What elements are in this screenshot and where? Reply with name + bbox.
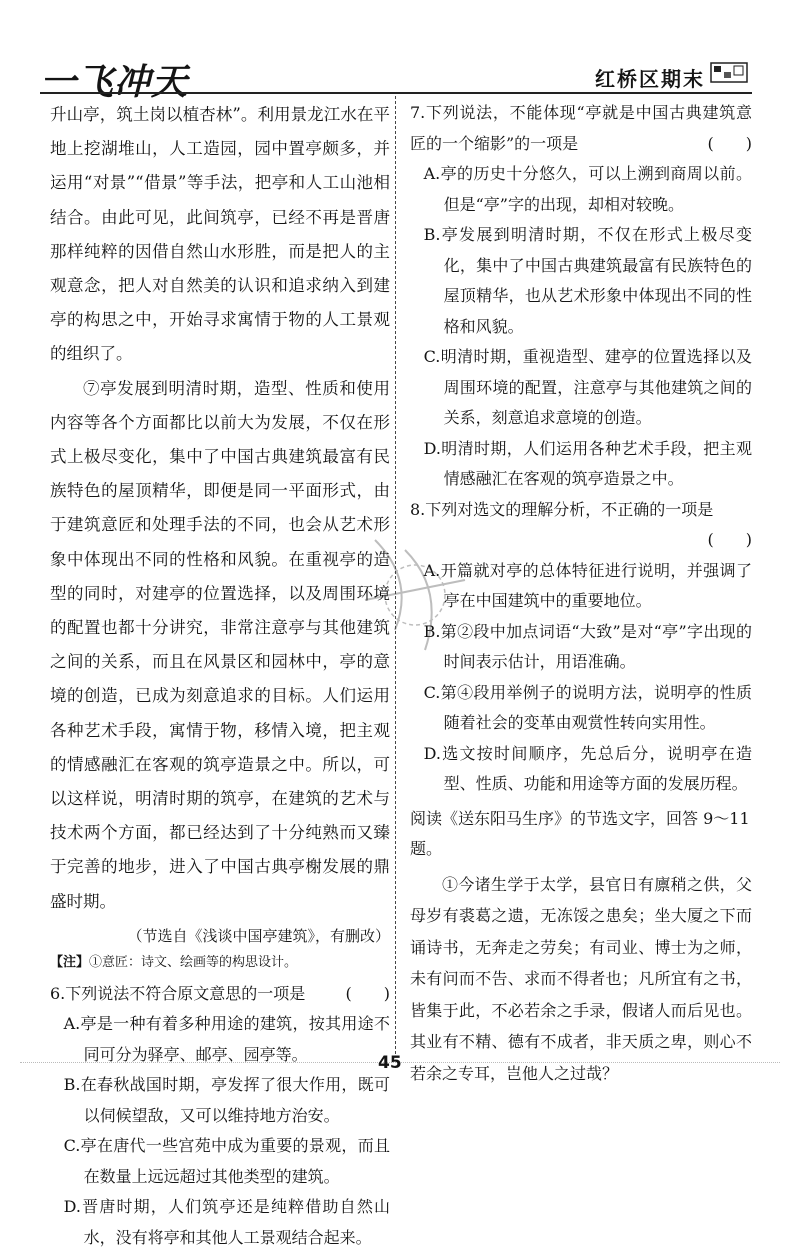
question-7-option-d: D.明清时期，人们运用各种艺术手段，把主观情感融汇在客观的筑亭造景之中。: [423, 438, 752, 488]
answer-bracket: ( ): [707, 530, 752, 549]
left-column: [50, 98, 390, 1253]
question-8-option-b: B.第②段中加点词语“大致”是对“亭”字出现的时间表示估计，用语准确。: [423, 621, 752, 671]
watermark-stamp-icon: [355, 520, 475, 670]
article-paragraph-7: ⑦亭发展到明清时期，造型、性质和使用内容等各个方面都比以前大为发展，不仅在形式上极尽变化，集中了中国古典建筑最富有民族特色的屋顶精华，即便是同一平面形式，由于建筑意匠和处理手法的不同，也会从艺术形象中体现出不同的性格和风貌。在重视亭的造型的同时，对建亭的位置选择，以及周围环境的配置也都十分讲究，非常注意亭与其他建筑之间的关系，而且在风景区和园林中，亭的意境的创造，已成为刻意追求的目标。人们运用各种艺术手段，寓情于物，移情入境，把主观的情感融汇在客观的筑亭造景之中。所以，可以这样说，明清时期的筑亭，在建筑的艺术与技术两个方面，都已经达到了十分纯熟而又臻于完善的地步，进入了中国古典亭榭发展的鼎盛时期。: [50, 378, 390, 911]
question-7-option-a: A.亭的历史十分悠久，可以上溯到商周以前。但是“亭”字的出现，却相对较晚。: [423, 164, 752, 214]
footnote-text: ①意匠：诗文、绘画等的构思设计。: [89, 954, 298, 970]
footnote-label: 【注】: [50, 954, 90, 970]
question-7-stem: 7.下列说法，不能体现“亭就是中国古典建筑意匠的一个缩影”的一项是 ( ): [410, 98, 752, 159]
article-source: （节选自《浅谈中国亭建筑》，有删改）: [127, 926, 390, 945]
brand-title: 一飞冲天: [40, 62, 189, 103]
question-8-stem: 8.下列对选文的理解分析，不正确的一项是: [410, 499, 714, 519]
question-6-option-d: D.晋唐时期，人们筑亭还是纯粹借助自然山水，没有将亭和其他人工景观结合起来。: [63, 1197, 390, 1247]
classical-passage: ①今诸生学于太学，县官日有廪稍之供，父母岁有裘葛之遗，无冻馁之患矣；坐大厦之下而诵诗书，无奔走之劳矣；有司业、博士为之师，未有问而不告、求而不得者也；凡所宜有之书，皆集于此，不必若余之手录，假诸人而后见也。其业有不精、德有不成者，非天质之卑，则心不若余之专耳，岂他人之过哉？: [410, 874, 752, 1083]
question-6-option-a: A.亭是一种有着多种用途的建筑，按其用途不同可分为驿亭、邮亭、园亭等。: [63, 1014, 390, 1064]
answer-bracket: ( ): [345, 983, 390, 1003]
article-paragraph-continued: 升山亭，筑土岗以植杏林”。利用景龙江水在平地上挖湖堆山，人工造园，园中置亭颇多，并运用“对景”“借景”等手法，把亭和人工山池相结合。由此可见，此间筑亭，已经不再是晋唐那样纯粹的因借自然山水形胜，而是把人的主观意念，把人对自然美的认识和追求纳入到建亭的构思之中，开始寻求寓情于物的人工景观的组织了。: [50, 105, 390, 364]
answer-bracket: ( ): [707, 133, 752, 153]
question-6-stem: 6.下列说法不符合原文意思的一项是 ( ): [50, 979, 390, 1010]
question-7: [410, 98, 752, 495]
question-7-option-b: B.亭发展到明清时期，不仅在形式上极尽变化，集中了中国古典建筑最富有民族特色的屋顶精华，也从艺术形象中体现出不同的性格和风貌。: [423, 225, 752, 336]
page-number: 45: [378, 1053, 402, 1073]
series-label: 红桥区期末: [595, 67, 705, 91]
reading-intro: 阅读《送东阳马生序》的节选文字，回答 9～11 题。: [410, 808, 750, 858]
header-decoration-icon: [710, 60, 748, 84]
question-8-option-c: C.第④段用举例子的说明方法，说明亭的性质随着社会的变革由观赏性转向实用性。: [423, 682, 752, 732]
question-8-option-a: A.开篇就对亭的总体特征进行说明，并强调了亭在中国建筑中的重要地位。: [423, 560, 752, 610]
question-8-option-d: D.选文按时间顺序，先总后分，说明亭在造型、性质、功能和用途等方面的发展历程。: [423, 743, 752, 793]
question-7-option-c: C.明清时期，重视造型、建亭的位置选择以及周围环境的配置，注意亭与其他建筑之间的关系，刻意追求意境的创造。: [423, 347, 752, 427]
header-rule: [40, 92, 752, 94]
question-6: [50, 979, 390, 1253]
question-6-option-b: B.在春秋战国时期，亭发挥了很大作用，既可以伺候望敌，又可以维持地方治安。: [63, 1075, 390, 1125]
question-6-option-c: C.亭在唐代一些宫苑中成为重要的景观，而且在数量上远远超过其他类型的建筑。: [63, 1136, 390, 1186]
footnote: [50, 951, 390, 975]
